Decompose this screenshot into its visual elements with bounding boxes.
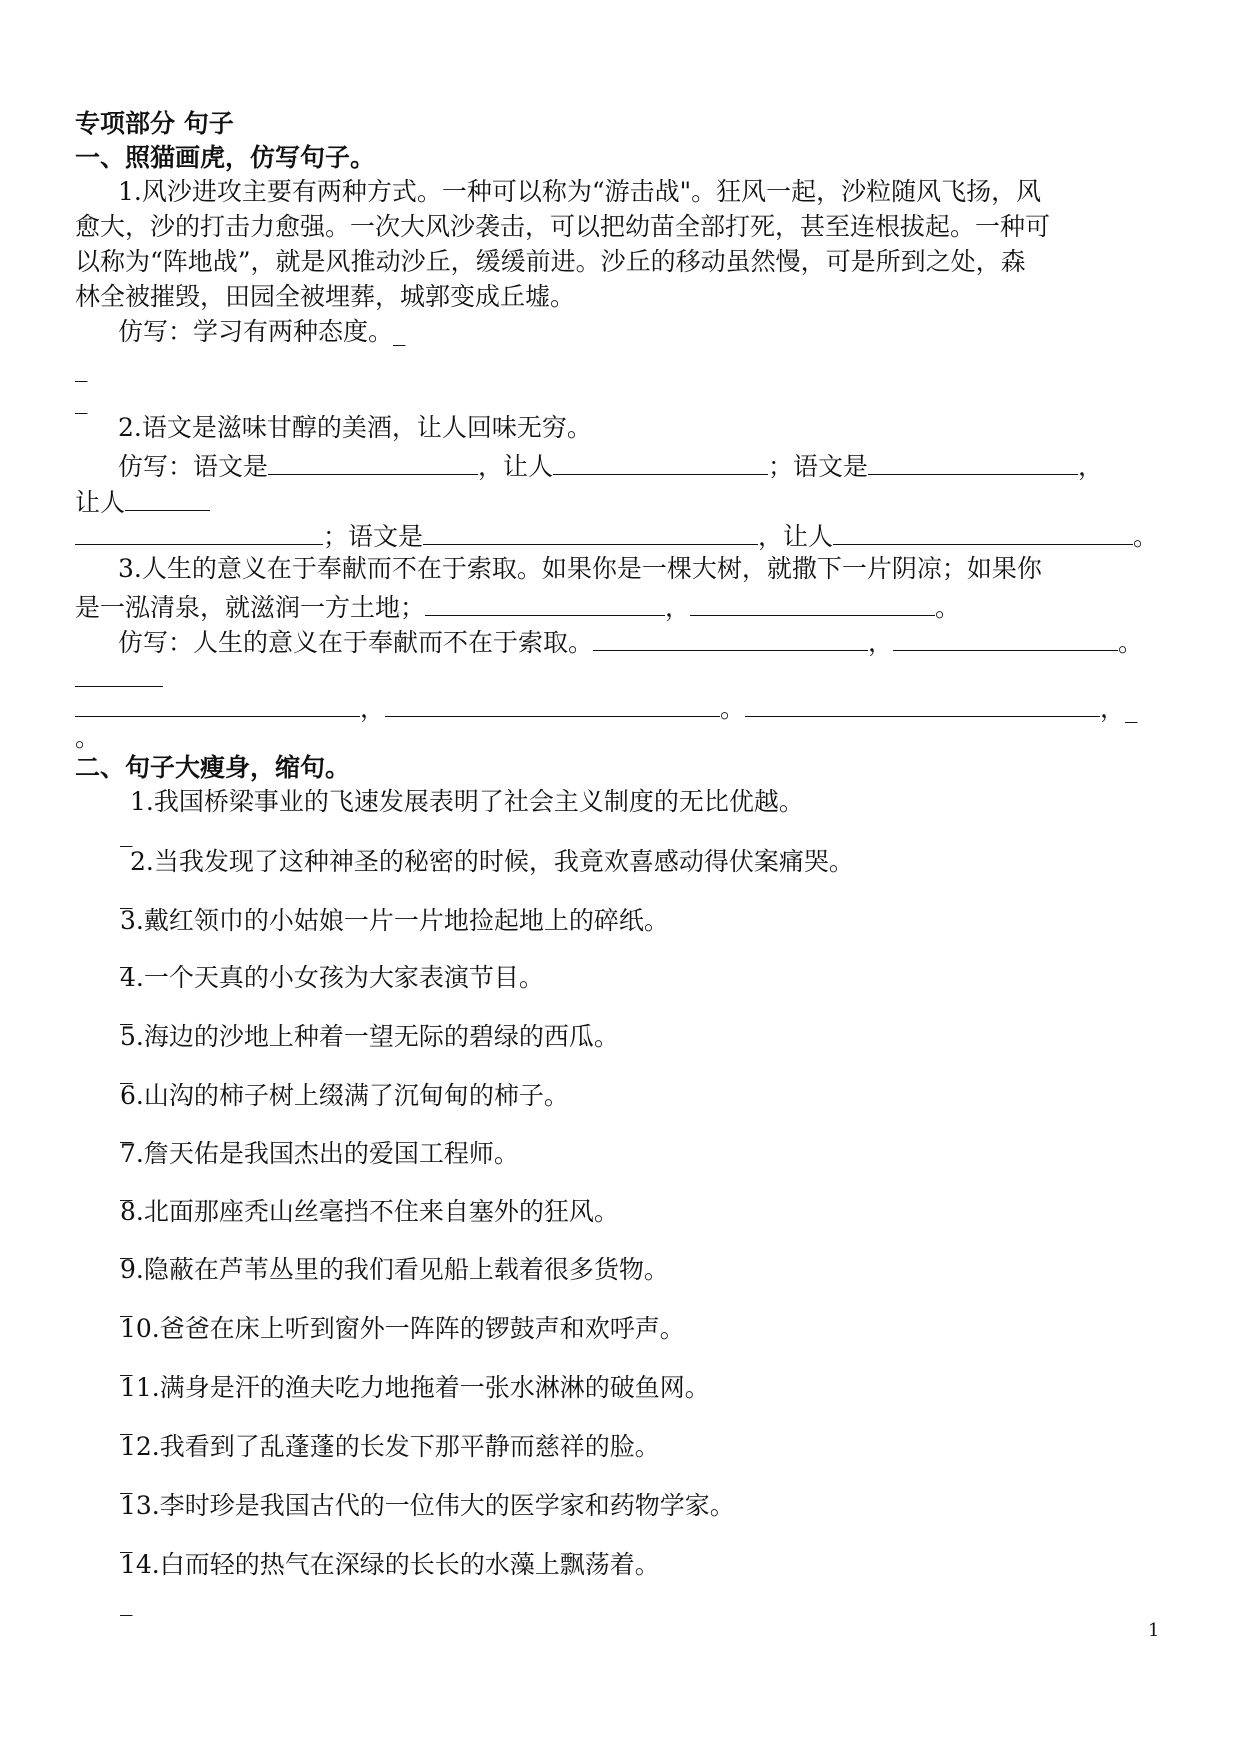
page-title: 专项部分 句子 [75, 109, 234, 138]
list-item: 11.满身是汗的渔夫吃力地拖着一张水淋淋的破鱼网。 [120, 1373, 710, 1402]
q2-comma-rang-2: ，让人 [758, 522, 834, 551]
q2-sentence: 2.语文是滋味甘醇的美酒，让人回味无穷。 [118, 413, 592, 442]
q1-answer-blank-2[interactable]: _ [75, 385, 88, 414]
answer-blank[interactable]: _ [120, 1055, 133, 1084]
q1-answer-blank-1[interactable]: _ [75, 353, 88, 382]
q2-imitate-line-3 [75, 518, 1158, 553]
q3-text: 是一泓清泉，就滋润一方土地； [75, 593, 426, 622]
answer-blank[interactable]: _ [120, 880, 133, 909]
q3-period-2: 。 [1118, 628, 1144, 657]
answer-blank[interactable]: _ [120, 1406, 133, 1435]
q2-blank-6[interactable] [423, 518, 758, 545]
answer-blank[interactable]: _ [120, 1172, 133, 1201]
list-item: 13.李时珍是我国古代的一位伟大的医学家和药物学家。 [120, 1491, 735, 1520]
q3-line-2 [75, 589, 960, 624]
q2-prefix: 仿写：语文是 [118, 452, 269, 481]
list-item: 14.白而轻的热气在深绿的长长的水藻上飘荡着。 [120, 1550, 660, 1579]
q2-blank-7[interactable] [833, 518, 1133, 545]
q3-blank-3[interactable] [593, 624, 868, 651]
answer-blank[interactable]: _ [120, 818, 133, 847]
page-number: 1 [1148, 1620, 1160, 1641]
q2-semicolon-yuwen-2: ；语文是 [323, 522, 424, 551]
list-item: 1.我国桥梁事业的飞速发展表明了社会主义制度的无比优越。 [130, 787, 804, 816]
q3-imitate: 仿写：人生的意义在于奉献而不在于索取。 [118, 628, 594, 657]
q1-line-4: 林全被摧毁，田园全被埋葬，城郭变成丘墟。 [75, 282, 576, 311]
q3-blank-7[interactable] [385, 690, 720, 717]
list-item: 9.隐蔽在芦苇丛里的我们看见船上载着很多货物。 [120, 1255, 669, 1284]
q3-period-3: 。 [720, 694, 746, 723]
answer-blank[interactable]: _ [120, 1230, 133, 1259]
q2-blank-1[interactable] [268, 448, 478, 475]
answer-blank[interactable]: _ [120, 1347, 133, 1376]
q3-blank-4[interactable] [893, 624, 1118, 651]
q3-blank-5[interactable] [75, 660, 163, 687]
q2-rang: 让人 [75, 488, 126, 517]
q3-blank-6[interactable] [75, 690, 360, 717]
list-item: 12.我看到了乱蓬蓬的长发下那平静而慈祥的脸。 [120, 1432, 660, 1461]
q3-comma-4: ， [1100, 694, 1126, 723]
q2-blank-5[interactable] [75, 518, 323, 545]
q3-blank-2[interactable] [690, 589, 935, 616]
q3-period: 。 [935, 593, 961, 622]
q2-blank-3[interactable] [868, 448, 1078, 475]
q1-line-2: 愈大，沙的打击力愈强。一次大风沙袭击，可以把幼苗全部打死，甚至连根拔起。一种可 [75, 212, 1051, 241]
list-item: 6.山沟的柿子树上缀满了沉甸甸的柿子。 [120, 1081, 569, 1110]
q3-trailing-blank[interactable]: _ [1125, 694, 1138, 723]
q3-final-dot: 。 [75, 723, 101, 752]
q3-imitate-line-1 [118, 624, 1143, 659]
q1-line-1: 1.风沙进攻主要有两种方式。一种可以称为“游击战"。狂风一起，沙粒随风飞扬，风 [118, 177, 1042, 206]
q2-imitate-line-1 [118, 448, 1103, 483]
list-item: 2.当我发现了这种神圣的秘密的时候，我竟欢喜感动得伏案痛哭。 [130, 847, 854, 876]
answer-blank[interactable]: _ [120, 1587, 133, 1616]
list-item: 10.爸爸在床上听到窗外一阵阵的锣鼓声和欢呼声。 [120, 1314, 685, 1343]
q2-semicolon-yuwen: ；语文是 [768, 452, 869, 481]
list-item: 8.北面那座秃山丝毫挡不住来自塞外的狂风。 [120, 1197, 619, 1226]
answer-blank[interactable]: _ [120, 939, 133, 968]
answer-blank[interactable]: _ [120, 1524, 133, 1553]
q2-blank-4[interactable] [125, 484, 210, 511]
section2-heading: 二、句子大瘦身，缩句。 [75, 753, 351, 782]
q1-imitate-prompt[interactable]: 仿写：学习有两种态度。_ [118, 317, 406, 346]
section1-heading: 一、照猫画虎，仿写句子。 [75, 143, 376, 172]
q2-period: 。 [1133, 522, 1159, 551]
q2-comma-rang: ，让人 [478, 452, 554, 481]
q3-comma-2: ， [868, 628, 894, 657]
list-item: 4.一个天真的小女孩为大家表演节目。 [120, 963, 544, 992]
answer-blank[interactable]: _ [120, 1465, 133, 1494]
q3-imitate-line-3 [75, 690, 1138, 725]
q2-comma: ， [1078, 452, 1104, 481]
list-item: 3.戴红领巾的小姑娘一片一片地捡起地上的碎纸。 [120, 906, 669, 935]
q3-comma-3: ， [360, 694, 386, 723]
answer-blank[interactable]: _ [120, 1114, 133, 1143]
q3-line-1: 3.人生的意义在于奉献而不在于索取。如果你是一棵大树，就撒下一片阴凉；如果你 [118, 554, 1042, 583]
q3-blank-8[interactable] [745, 690, 1100, 717]
list-item: 5.海边的沙地上种着一望无际的碧绿的西瓜。 [120, 1022, 619, 1051]
list-item: 7.詹天佑是我国杰出的爱国工程师。 [120, 1139, 519, 1168]
answer-blank[interactable]: _ [120, 996, 133, 1025]
q3-blank-1[interactable] [425, 589, 665, 616]
answer-blank[interactable]: _ [120, 1288, 133, 1317]
q3-comma: ， [665, 593, 691, 622]
q2-blank-2[interactable] [553, 448, 768, 475]
q1-line-3: 以称为“阵地战”，就是风推动沙丘，缓缓前进。沙丘的移动虽然慢，可是所到之处，森 [75, 247, 1026, 276]
q2-imitate-line-2 [75, 484, 210, 519]
